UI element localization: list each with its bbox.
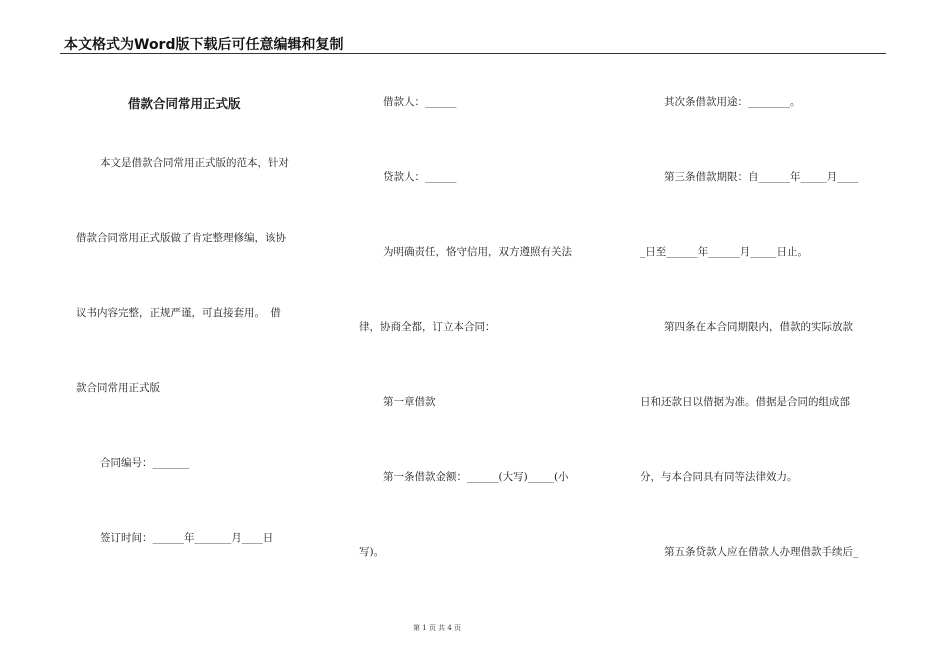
document-title: 借款合同常用正式版 <box>128 96 241 111</box>
contract-number-line: 合同编号：_______ <box>100 457 190 469</box>
page-number: 第 1 页 共 4 页 <box>413 624 462 632</box>
loan-purpose-line: 其次条借款用途：________。 <box>664 96 801 108</box>
chapter-one-heading: 第一章借款 <box>383 396 436 408</box>
col2-line-7: 写)。 <box>359 546 385 558</box>
loan-term-line-cont: _日至______年______月_____日止。 <box>640 246 808 258</box>
article-four-line-3: 分，与本合同具有同等法律效力。 <box>640 471 798 483</box>
col1-line-2: 借款合同常用正式版做了肯定整理修编，该协 <box>76 232 286 244</box>
header-divider <box>60 53 886 54</box>
col1-line-4: 款合同常用正式版 <box>76 382 160 394</box>
col1-line-3: 议书内容完整，正规严谨，可直接套用。 借 <box>76 307 281 319</box>
article-four-line-1: 第四条在本合同期限内，借款的实际放款 <box>664 321 853 333</box>
col2-line-3: 为明确责任，恪守信用，双方遵照有关法 <box>383 246 572 258</box>
article-five-line-1: 第五条贷款人应在借款人办理借款手续后_ <box>664 546 859 558</box>
article-four-line-2: 日和还款日以借据为准。借据是合同的组成部 <box>640 396 850 408</box>
col1-line-1: 本文是借款合同常用正式版的范本，针对 <box>100 157 289 169</box>
col2-line-4: 律，协商全都，订立本合同： <box>359 321 496 333</box>
loan-amount-line: 第一条借款金额：______(大写)_____(小 <box>383 471 569 483</box>
loan-term-line: 第三条借款期限：自______年_____月____ <box>664 171 859 183</box>
page-header-text: 本文格式为Word版下载后可任意编辑和复制 <box>64 37 344 53</box>
lender-line: 贷款人：______ <box>383 171 457 183</box>
signing-date-line: 签订时间：______年_______月____日 <box>100 532 274 544</box>
borrower-line: 借款人：______ <box>383 96 457 108</box>
